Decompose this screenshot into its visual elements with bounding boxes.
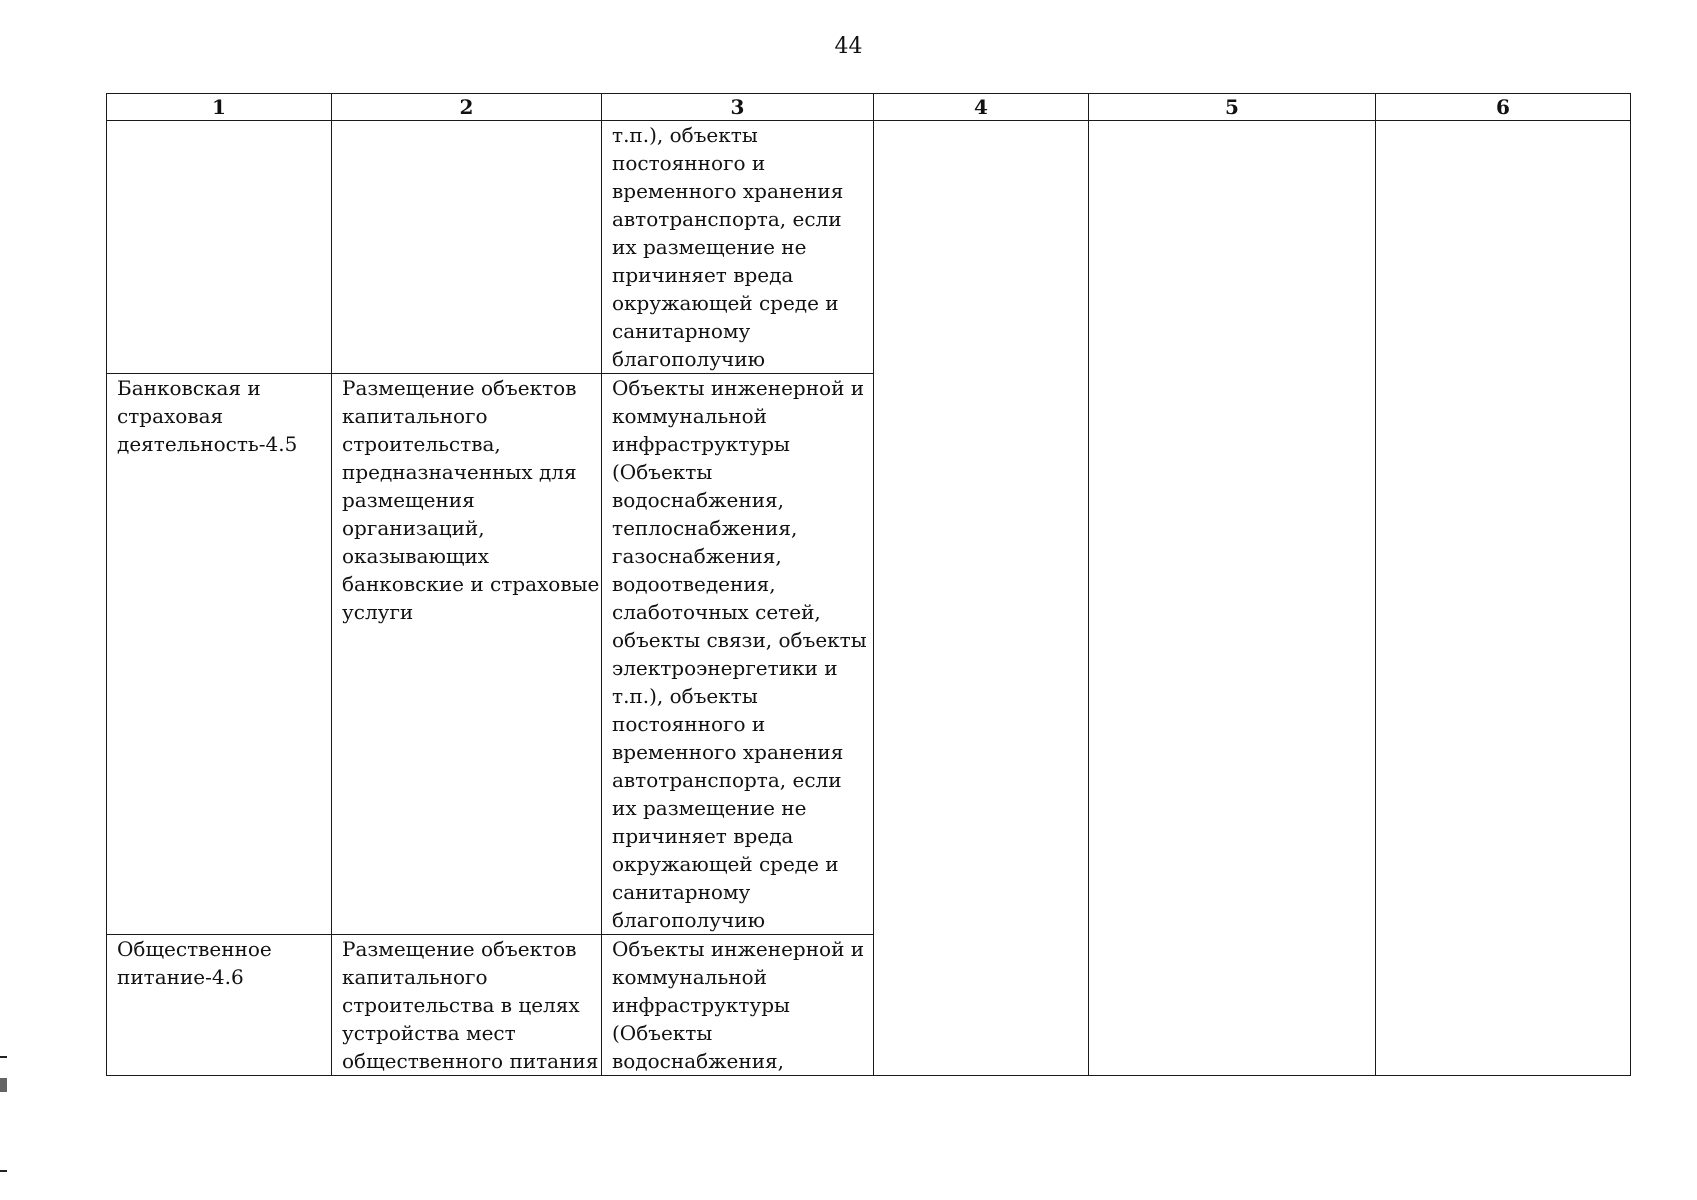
cell-text-line: размещения (342, 488, 475, 512)
cell-text-line: (Объекты (612, 1021, 713, 1045)
cell-col1 (107, 121, 332, 374)
header-col-5: 5 (1089, 94, 1376, 121)
cell-col2 (332, 121, 602, 374)
cell-text-line: временного хранения (612, 179, 844, 203)
header-col-1: 1 (107, 94, 332, 121)
cell-text-line: Размещение объектов (342, 376, 577, 400)
cell-text-line: окружающей среде и (612, 291, 839, 315)
cell-col4 (874, 121, 1089, 1076)
cell-text-line: капитального (342, 404, 488, 428)
cell-text-line: их размещение не (612, 796, 807, 820)
cell-text-line: водоснабжения, (612, 1049, 785, 1073)
cell-text-line: санитарному (612, 319, 751, 343)
cell-text-line: коммунальной (612, 965, 767, 989)
cell-text-line: оказывающих (342, 544, 490, 568)
cell-text-line: предназначенных для (342, 460, 577, 484)
header-col-6: 6 (1376, 94, 1631, 121)
cell-text-line: страховая (117, 404, 224, 428)
cell-text-line: постоянного и (612, 712, 766, 736)
cell-text-line: услуги (342, 600, 414, 624)
cell-text-line: строительства в целях (342, 993, 580, 1017)
cell-text-line: постоянного и (612, 151, 766, 175)
scan-mark (0, 1170, 7, 1172)
page-number: 44 (834, 34, 863, 59)
cell-text-line: благополучию (612, 347, 765, 371)
cell-text-line: общественного питания (342, 1049, 599, 1073)
header-row (107, 94, 1631, 121)
scan-mark (0, 1056, 7, 1058)
cell-text-line: водоснабжения, (612, 488, 785, 512)
cell-col2 (332, 374, 602, 935)
cell-text-line: временного хранения (612, 740, 844, 764)
cell-text-line: Размещение объектов (342, 937, 577, 961)
cell-text-line: инфраструктуры (612, 993, 790, 1017)
cell-text-line: объекты связи, объекты (612, 628, 867, 652)
scan-mark (0, 1078, 7, 1092)
cell-text-line: организаций, (342, 516, 485, 540)
cell-col3 (602, 121, 874, 374)
cell-text-line: устройства мест (342, 1021, 516, 1045)
cell-text-line: коммунальной (612, 404, 767, 428)
cell-col1 (107, 935, 332, 1076)
header-col-3: 3 (602, 94, 874, 121)
cell-text-line: т.п.), объекты (612, 684, 758, 708)
cell-col2 (332, 935, 602, 1076)
cell-text-line: благополучию (612, 908, 765, 932)
header-col-4: 4 (874, 94, 1089, 121)
cell-text-line: т.п.), объекты (612, 123, 758, 147)
cell-text-line: причиняет вреда (612, 263, 794, 287)
cell-text-line: Объекты инженерной и (612, 376, 865, 400)
cell-text-line: автотранспорта, если (612, 768, 842, 792)
cell-text-line: теплоснабжения, (612, 516, 798, 540)
cell-col1 (107, 374, 332, 935)
cell-text-line: банковские и страховые (342, 572, 600, 596)
cell-col3 (602, 935, 874, 1076)
cell-text-line: Объекты инженерной и (612, 937, 865, 961)
cell-text-line: (Объекты (612, 460, 713, 484)
cell-text-line: их размещение не (612, 235, 807, 259)
cell-text-line: капитального (342, 965, 488, 989)
cell-text-line: слаботочных сетей, (612, 600, 821, 624)
cell-text-line: окружающей среде и (612, 852, 839, 876)
cell-text-line: санитарному (612, 880, 751, 904)
cell-text-line: Общественное (117, 937, 272, 961)
cell-text-line: автотранспорта, если (612, 207, 842, 231)
table-row (107, 121, 1631, 374)
cell-text-line: деятельность-4.5 (117, 432, 298, 456)
cell-col5 (1089, 121, 1376, 1076)
cell-text-line: причиняет вреда (612, 824, 794, 848)
header-col-2: 2 (332, 94, 602, 121)
cell-text-line: инфраструктуры (612, 432, 790, 456)
cell-text-line: питание-4.6 (117, 965, 244, 989)
cell-text-line: водоотведения, (612, 572, 776, 596)
land-use-table (106, 93, 1631, 1076)
cell-text-line: газоснабжения, (612, 544, 782, 568)
cell-text-line: строительства, (342, 432, 501, 456)
cell-text-line: Банковская и (117, 376, 261, 400)
cell-col6 (1376, 121, 1631, 1076)
cell-text-line: электроэнергетики и (612, 656, 838, 680)
cell-col3 (602, 374, 874, 935)
